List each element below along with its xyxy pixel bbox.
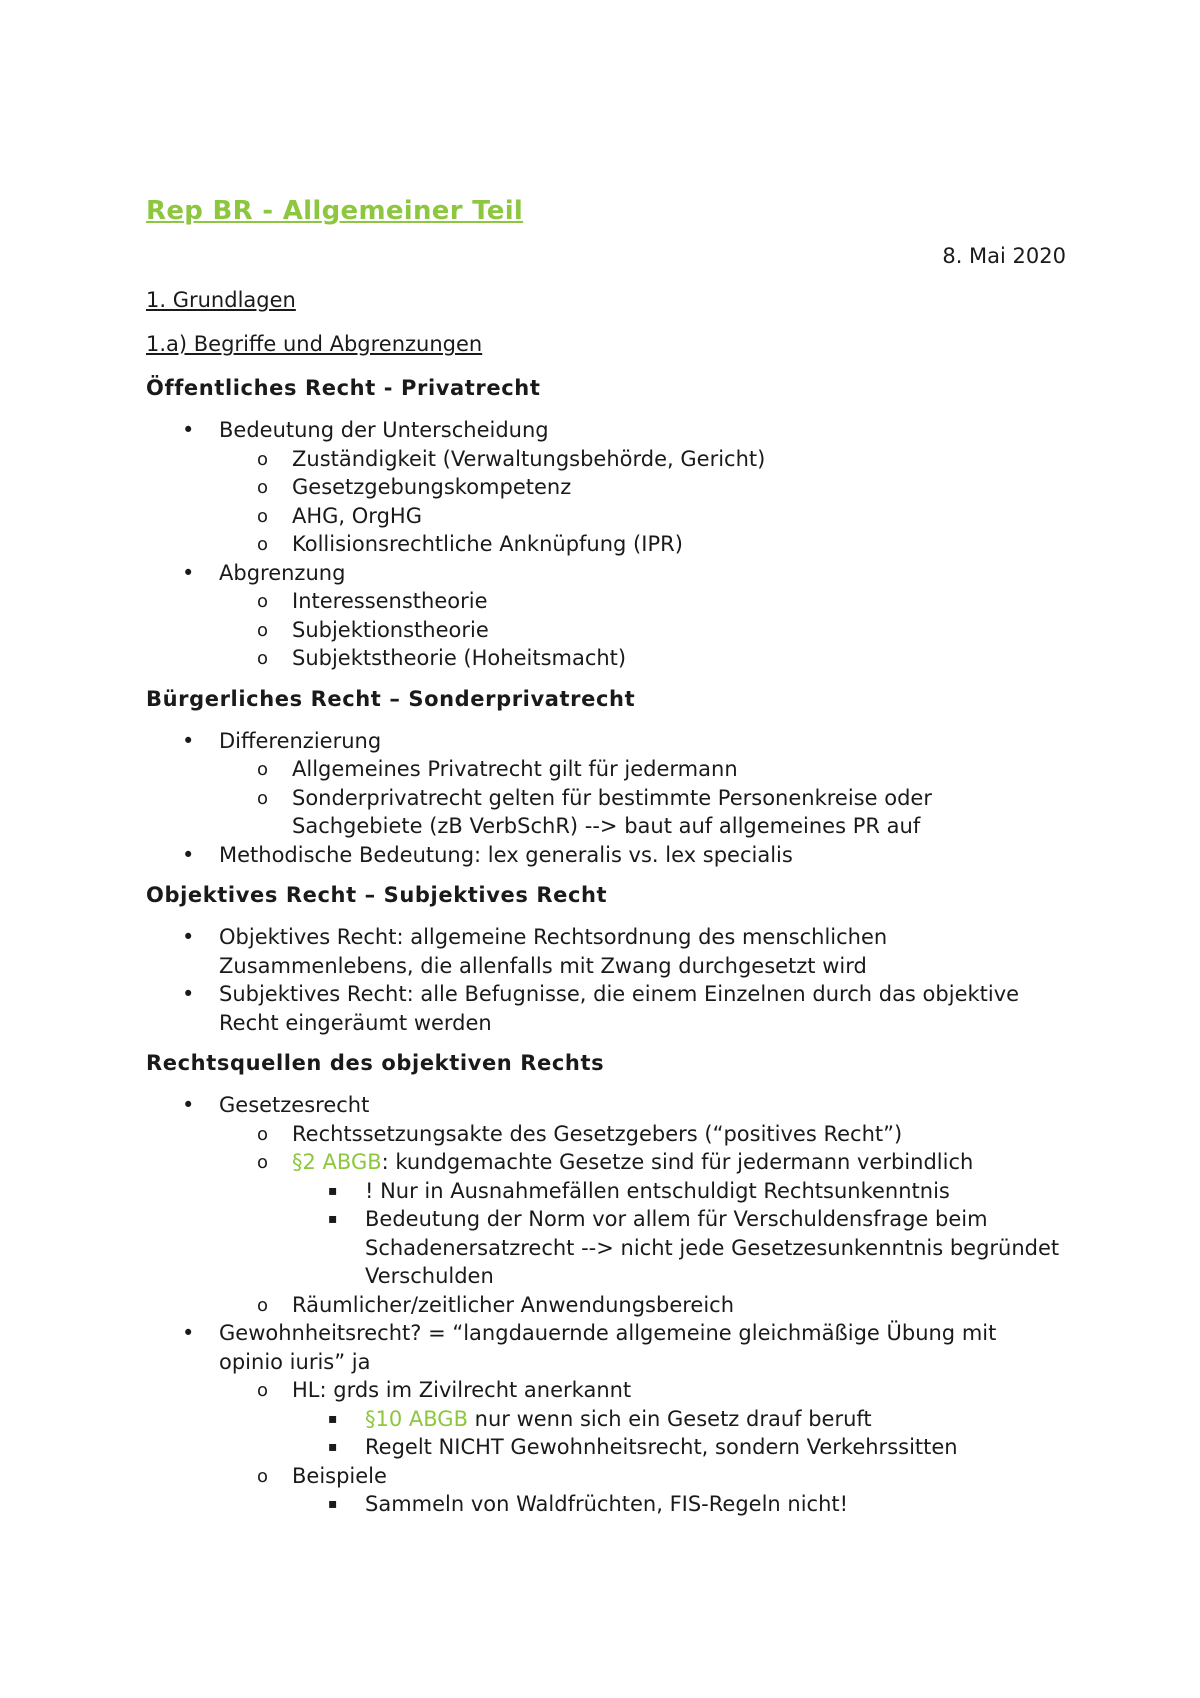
- bullet-icon: ▪: [328, 1182, 338, 1199]
- list-item-text: Gewohnheitsrecht? = “langdauernde allgemeine gleichmäßige Übung mit opinio iuris” ja: [219, 1321, 997, 1374]
- list-item-text: HL: grds im Zivilrecht anerkannt: [292, 1378, 632, 1402]
- document-date: 8. Mai 2020: [942, 244, 1066, 268]
- list-item: [219, 644, 1066, 673]
- list-item-text: Gesetzgebungskompetenz: [292, 475, 572, 499]
- bullet-icon: o: [257, 619, 269, 641]
- list-item-text: Sammeln von Waldfrüchten, FIS-Regeln nicht!: [365, 1492, 849, 1516]
- list-item: [292, 1205, 1066, 1291]
- block-heading: Öffentliches Recht - Privatrecht: [146, 376, 541, 400]
- law-reference: §10 ABGB: [365, 1406, 468, 1431]
- block-heading: Bürgerliches Recht – Sonderprivatrecht: [146, 686, 636, 711]
- bullet-list-level-3: [292, 1405, 1066, 1462]
- bullet-icon: •: [182, 418, 195, 442]
- bullet-icon: o: [257, 1152, 269, 1173]
- list-item: [146, 727, 1066, 841]
- list-item: [219, 616, 1066, 645]
- bullet-list-level-1: [146, 416, 1066, 673]
- list-item: [219, 755, 1066, 784]
- list-item: [146, 980, 1066, 1037]
- list-item: [146, 559, 1066, 673]
- block-heading: Rechtsquellen des objektiven Rechts: [146, 1051, 605, 1075]
- list-item: [292, 1433, 1066, 1462]
- bullet-list-level-2: [219, 587, 1066, 673]
- bullet-list-level-1: [146, 727, 1066, 870]
- list-item: [146, 841, 1066, 870]
- bullet-icon: •: [182, 982, 195, 1006]
- list-item: [146, 1319, 1066, 1519]
- list-item: [219, 1120, 1066, 1149]
- bullet-icon: o: [257, 534, 269, 555]
- list-item-text: Differenzierung: [219, 728, 382, 753]
- list-item: [292, 1177, 1066, 1206]
- list-item: [219, 1376, 1066, 1462]
- list-item-text: Objektives Recht: allgemeine Rechtsordnung des menschlichen Zusammenlebens, die allenfalls mit Zwang durchgesetzt wird: [219, 925, 888, 978]
- bullet-icon: o: [257, 1294, 269, 1316]
- list-item: [219, 1291, 1066, 1320]
- bullet-icon: o: [257, 759, 269, 780]
- list-item-text: Subjektives Recht: alle Befugnisse, die einem Einzelnen durch das objektive Recht eingeräumt werden: [219, 982, 1020, 1035]
- block-heading: Objektives Recht – Subjektives Recht: [146, 883, 608, 907]
- list-item: [292, 1490, 1066, 1519]
- list-item: [146, 923, 1066, 980]
- bullet-list-level-3: [292, 1490, 1066, 1519]
- list-item: [219, 784, 1066, 841]
- list-item: [146, 416, 1066, 559]
- bullet-icon: ▪: [328, 1439, 338, 1455]
- bullet-icon: o: [257, 477, 269, 498]
- bullet-icon: o: [257, 505, 269, 527]
- list-item: [292, 1405, 1066, 1434]
- list-item-text: Subjektstheorie (Hoheitsmacht): [292, 646, 627, 670]
- list-item: [219, 587, 1066, 616]
- list-item: [219, 1462, 1066, 1519]
- list-item-text: Gesetzesrecht: [219, 1093, 370, 1117]
- list-item: [219, 445, 1066, 474]
- bullet-list-level-2: [219, 1376, 1066, 1519]
- list-item-text: : kundgemachte Gesetze sind für jedermann verbindlich: [381, 1150, 974, 1174]
- bullet-icon: o: [257, 1465, 269, 1487]
- bullet-icon: o: [257, 648, 269, 669]
- list-item-text: Zuständigkeit (Verwaltungsbehörde, Gericht): [292, 446, 766, 471]
- list-item: [219, 530, 1066, 559]
- list-item-text: Kollisionsrechtliche Anknüpfung (IPR): [292, 532, 683, 556]
- bullet-list-level-2: [219, 755, 1066, 841]
- list-item: [146, 1091, 1066, 1319]
- bullet-icon: o: [257, 1123, 269, 1145]
- list-item-text: Interessenstheorie: [292, 589, 488, 613]
- list-item-text: ! Nur in Ausnahmefällen entschuldigt Rechtsunkenntnis: [365, 1178, 950, 1203]
- list-item: [219, 502, 1066, 531]
- list-item-text: Beispiele: [292, 1463, 387, 1488]
- bullet-icon: o: [257, 787, 269, 809]
- list-item-text: Rechtssetzungsakte des Gesetzgebers (“positives Recht”): [292, 1121, 903, 1146]
- section-heading: 1. Grundlagen: [146, 288, 296, 312]
- bullet-list-level-3: [292, 1177, 1066, 1291]
- document-title: Rep BR - Allgemeiner Teil: [146, 196, 524, 226]
- list-item: [219, 1148, 1066, 1291]
- document-page: [146, 196, 1066, 1519]
- bullet-list-level-1: [146, 1091, 1066, 1519]
- bullet-icon: •: [182, 728, 195, 753]
- subsection-heading: 1.a) Begriffe und Abgrenzungen: [146, 332, 483, 356]
- list-item-text: Methodische Bedeutung: lex generalis vs. lex specialis: [219, 842, 793, 867]
- bullet-icon: •: [182, 560, 195, 585]
- list-item-text: Sonderprivatrecht gelten für bestimmte Personenkreise oder Sachgebiete (zB VerbSchR) --> baut auf allgemeines PR auf: [292, 785, 932, 838]
- list-item-text: AHG, OrgHG: [292, 503, 422, 528]
- bullet-icon: o: [257, 448, 269, 470]
- bullet-icon: ▪: [328, 1211, 338, 1227]
- bullet-icon: •: [182, 925, 195, 949]
- bullet-list-level-2: [219, 445, 1066, 559]
- list-item-text: Allgemeines Privatrecht gilt für jedermann: [292, 757, 738, 781]
- bullet-icon: •: [182, 842, 195, 867]
- bullet-icon: •: [182, 1321, 195, 1345]
- bullet-list-level-1: [146, 923, 1066, 1037]
- list-item-text: Bedeutung der Unterscheidung: [219, 418, 549, 442]
- list-item-text: Regelt NICHT Gewohnheitsrecht, sondern Verkehrssitten: [365, 1435, 958, 1459]
- bullet-icon: o: [257, 1380, 269, 1401]
- bullet-icon: o: [257, 591, 269, 612]
- list-item-text: nur wenn sich ein Gesetz drauf beruft: [467, 1406, 872, 1431]
- list-item-text: Räumlicher/zeitlicher Anwendungsbereich: [292, 1292, 735, 1317]
- list-item: [219, 473, 1066, 502]
- bullet-icon: ▪: [328, 1496, 338, 1512]
- law-reference: §2 ABGB: [292, 1150, 382, 1174]
- bullet-icon: •: [182, 1093, 195, 1117]
- bullet-list-level-2: [219, 1120, 1066, 1320]
- list-item-text: Abgrenzung: [219, 560, 346, 585]
- bullet-icon: ▪: [328, 1410, 338, 1427]
- list-item-text: Subjektionstheorie: [292, 617, 489, 642]
- document-body: [146, 376, 1066, 1519]
- list-item-text: Bedeutung der Norm vor allem für Verschuldensfrage beim Schadenersatzrecht --> nicht jede Gesetzesunkenntnis begründet Verschulden: [365, 1207, 1060, 1288]
